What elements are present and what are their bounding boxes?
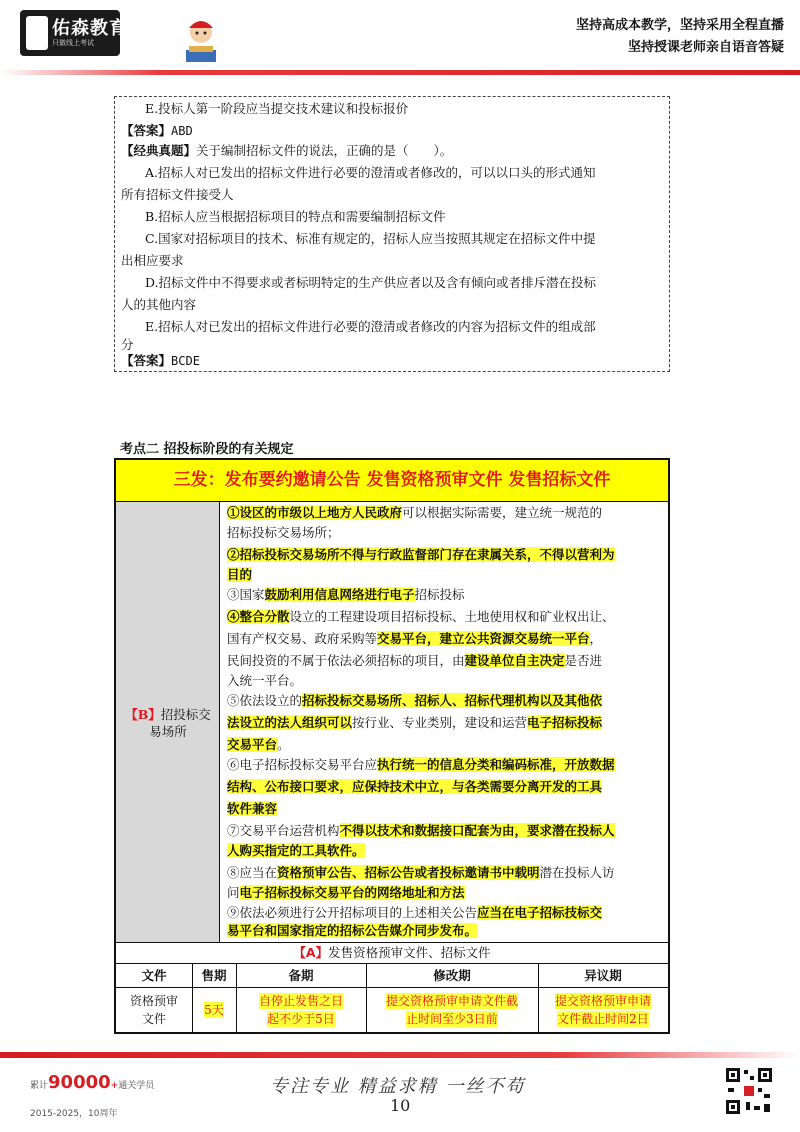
item-5-line-1: ⑤依法设立的招标投标交易场所、招标人、招标代理机构以及其他依 xyxy=(227,693,603,708)
col-header-sale: 售期 xyxy=(192,964,236,988)
question-box xyxy=(114,96,670,372)
brand-name: 佑森教育 xyxy=(52,18,128,39)
item-9-line-1: ⑨依法必须进行公开招标项目的上述相关公告应当在电子招标技标交 xyxy=(227,905,603,920)
cell-mod: 提交资格预审申请文件截 止时间至少3日前 xyxy=(385,994,518,1026)
option-a-line-2: 所有招标文件接受人 xyxy=(121,187,234,202)
option-d-line-2: 人的其他内容 xyxy=(121,297,197,312)
footer-motto: 专注专业 精益求精 一丝不苟 xyxy=(270,1076,526,1097)
header-divider xyxy=(0,70,800,75)
item-5-line-3: 交易平台。 xyxy=(227,737,290,752)
option-c-line-2: 出相应要求 xyxy=(121,253,184,268)
option-b-line: B.招标人应当根据招标项目的特点和需要编制招标文件 xyxy=(145,209,446,224)
col-header-obj: 异议期 xyxy=(538,964,668,988)
item-4-line-2: 国有产权交易、政府采购等交易平台，建立公共资源交易统一平台， xyxy=(227,631,603,646)
table-title: 三发：发布要约邀请公告 发售资格预审文件 发售招标文件 xyxy=(173,470,611,490)
cell-prep: 自停止发售之日 起不少于5日 xyxy=(258,994,343,1026)
option-a-line-1: A.招标人对已发出的招标文件进行必要的澄清或者修改的，可以以口头的形式通知 xyxy=(145,165,596,180)
page-header xyxy=(0,0,800,80)
item-8-line-1: ⑧应当在资格预审公告、招标公告或者投标邀请书中载明潜在投标人访 xyxy=(227,865,615,880)
col-divider xyxy=(538,964,539,1032)
footer-divider xyxy=(0,1052,800,1058)
option-c-line-1: C.国家对招标项目的技术、标准有规定的，招标人应当按照其规定在招标文件中提 xyxy=(145,231,596,246)
cell-file: 资格预审 文件 xyxy=(129,994,178,1026)
item-2-line-2: 目的 xyxy=(227,567,253,582)
option-e-line-2: 分 xyxy=(121,337,134,352)
item-7-line-1: ⑦交易平台运营机构不得以技术和数据接口配套为由，要求潜在投标人 xyxy=(227,823,615,838)
item-1-line-1: ①设区的市级以上地方人民政府可以根据实际需要，建立统一规范的 xyxy=(227,505,603,520)
page-number: 10 xyxy=(390,1096,411,1115)
item-1-line-2: 招标投标交易场所； xyxy=(227,525,340,540)
col-divider xyxy=(366,964,367,1032)
footer-years: 2015-2025，10周年 xyxy=(30,1109,118,1119)
brand-tagline: 只做线上考试 xyxy=(52,39,94,47)
option-e-line-1: E.招标人对已发出的招标文件进行必要的澄清或者修改的内容为招标文件的组成部 xyxy=(145,319,596,334)
mascot-icon xyxy=(180,14,222,64)
option-e-line: E.投标人第一阶段应当提交技术建议和投标报价 xyxy=(145,101,409,116)
item-4-line-4: 入统一平台。 xyxy=(227,673,303,688)
col-divider xyxy=(192,964,193,1032)
qr-code-icon xyxy=(724,1066,774,1116)
slogan-line-2: 坚持授课老师亲自语音答疑 xyxy=(627,40,784,55)
answer-2: 【答案】BCDE xyxy=(121,353,200,368)
cell-sale: 5天 xyxy=(204,1003,224,1017)
classic-question: 【经典真题】关于编制招标文件的说法，正确的是（ ）。 xyxy=(121,143,453,158)
table-title-bar xyxy=(116,460,668,502)
item-9-line-2: 易平台和国家指定的招标公告媒介同步发布。 xyxy=(227,923,478,938)
item-6-line-1: ⑥电子招标投标交易平台应执行统一的信息分类和编码标准，开放数据 xyxy=(227,757,615,772)
col-header-file: 文件 xyxy=(116,964,192,988)
item-5-line-2: 法设立的法人组织可以按行业、专业类别，建设和运营电子招标投标 xyxy=(227,715,603,730)
item-8-line-2: 问电子招标投标交易平台的网络地址和方法 xyxy=(227,885,465,900)
col-divider xyxy=(236,964,237,1032)
item-6-line-2: 结构、公布接口要求，应保持技术中立，与各类需要分离开发的工具 xyxy=(227,779,603,794)
item-2-line-1: ②招标投标交易场所不得与行政监督部门存在隶属关系，不得以营利为 xyxy=(227,547,615,562)
logo-seal-icon xyxy=(26,16,48,50)
section-title: 考点二 招投标阶段的有关规定 xyxy=(120,442,294,457)
slogan-line-1: 坚持高成本教学，坚持采用全程直播 xyxy=(575,18,784,33)
item-3-line: ③国家鼓励利用信息网络进行电子招标投标 xyxy=(227,587,465,602)
answer-1: 【答案】ABD xyxy=(121,123,193,138)
col-header-prep: 备期 xyxy=(236,964,366,988)
item-4-line-3: 民间投资的不属于依法必须招标的项目，由建设单位自主决定是否进 xyxy=(227,653,603,668)
left-category-label: 【B】招投标交 易场所 xyxy=(125,707,211,739)
item-7-line-2: 人购买指定的工具软件。 xyxy=(227,843,365,858)
item-4-line-1: ④整合分散设立的工程建设项目招标投标、土地使用权和矿业权出让、 xyxy=(227,609,615,624)
item-6-line-3: 软件兼容 xyxy=(227,801,278,816)
col-header-mod: 修改期 xyxy=(366,964,538,988)
footer-stat: 累计90000+通关学员 xyxy=(30,1072,155,1093)
cell-obj: 提交资格预审申请 文件截止时间2日 xyxy=(554,994,651,1026)
sub-table-header: 【A】发售资格预审文件、招标文件 xyxy=(116,942,668,964)
option-d-line-1: D.招标文件中不得要求或者标明特定的生产供应者以及含有倾向或者排斥潜在投标 xyxy=(145,275,597,290)
